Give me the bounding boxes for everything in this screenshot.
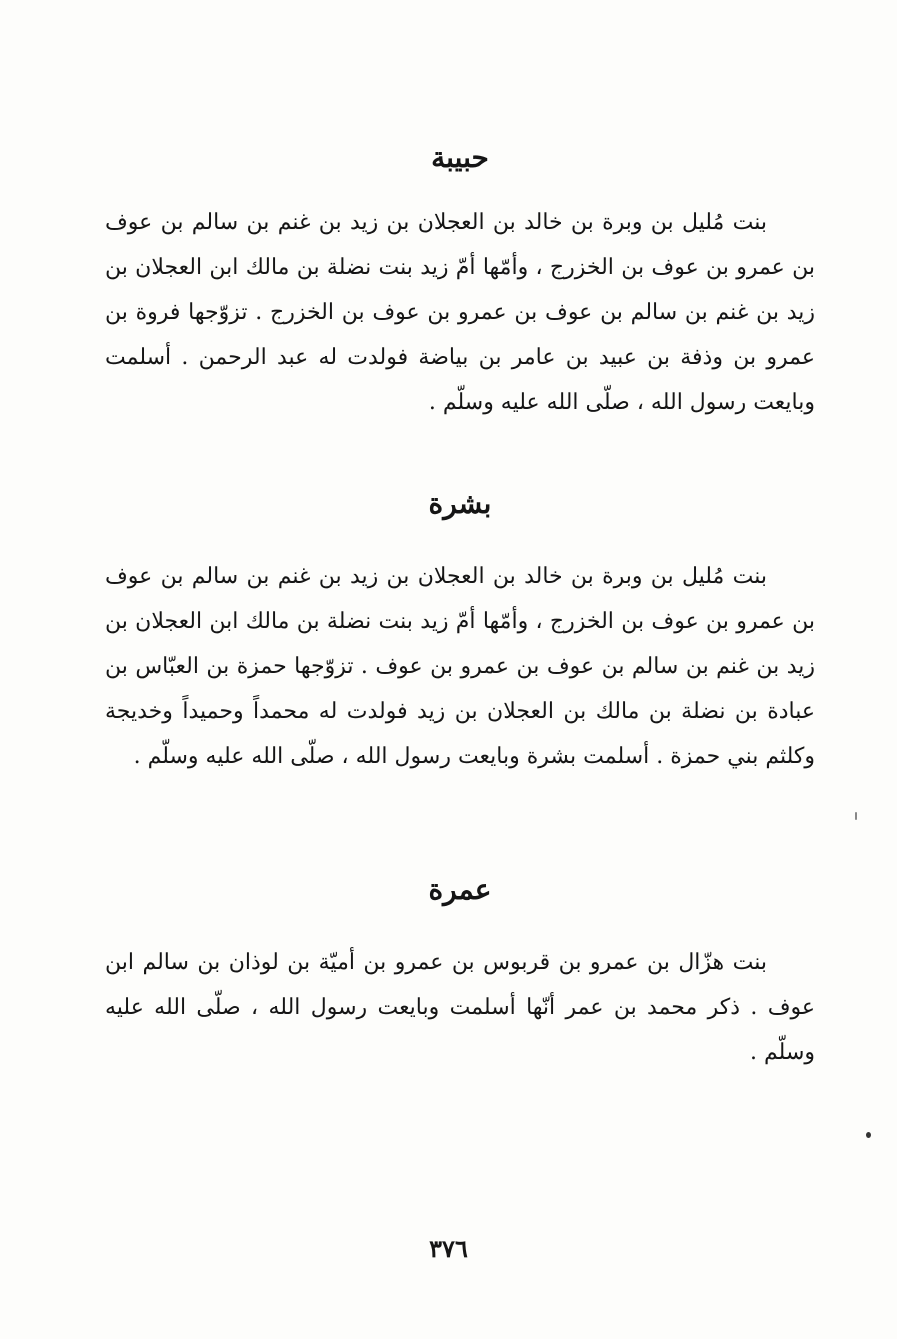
entry-text: بنت مُليل بن وبرة بن خالد بن العجلان بن زيد بن غنم بن سالم بن عوف بن عمرو بن عوف بن الخزرج ، وأمّها أمّ زيد بنت نضلة بن مالك ابن العجلان بن زيد بن غنم بن سالم بن عوف بن عمرو بن عوف . تزوّجها حمزة بن العبّاس بن عبادة بن نضلة بن مالك بن العجلان بن زيد فولدت له محمداً وحميداً وخديجة وكلثم بني حمزة . أسلمت بشرة وبايعت رسول الله ، صلّى الله عليه وسلّم . xyxy=(105,564,815,769)
entry-title: حبيبة xyxy=(431,141,489,174)
entry-habiba xyxy=(105,138,815,425)
page-number: ٣٧٦ xyxy=(429,1234,468,1263)
scan-speck xyxy=(866,1132,871,1138)
entry-title: عمرة xyxy=(428,873,492,906)
entry-title: بشرة xyxy=(428,487,492,520)
scan-speck xyxy=(855,812,857,820)
entry-text: بنت مُليل بن وبرة بن خالد بن العجلان بن زيد بن غنم بن سالم بن عوف بن عمرو بن عوف بن الخزرج ، وأمّها أمّ زيد بنت نضلة بن مالك ابن العجلان بن زيد بن غنم بن سالم بن عوف بن عمرو بن عوف بن الخزرج . تزوّجها فروة بن عمرو بن وذفة بن عبيد بن عامر بن بياضة فولدت له عبد الرحمن . أسلمت وبايعت رسول الله ، صلّى الله عليه وسلّم . xyxy=(105,210,815,415)
entry-amra xyxy=(105,870,815,1075)
entry-bishra xyxy=(105,484,815,779)
entry-text: بنت هزّال بن عمرو بن قربوس بن عمرو بن أميّة بن لوذان بن سالم ابن عوف . ذكر محمد بن عمر أنّها أسلمت وبايعت رسول الله ، صلّى الله عليه وسلّم . xyxy=(105,950,815,1065)
